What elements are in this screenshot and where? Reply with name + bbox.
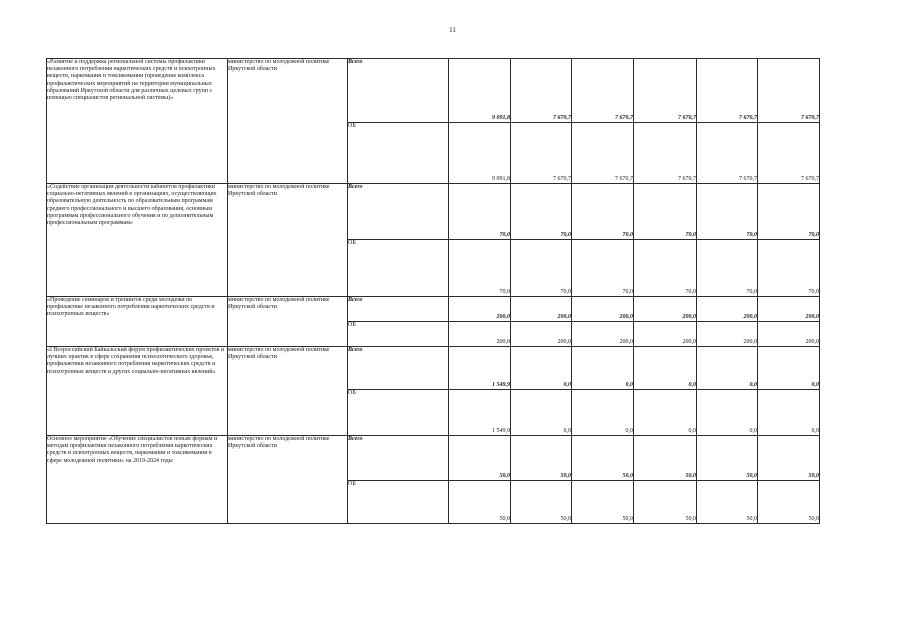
total-value: 50,0 — [511, 436, 572, 481]
measure-description: Основное мероприятие «Обучение специалистов новым формам и методам профилактики незаконного потребления наркотических средств и психотропных веществ, наркомании и токсикомании в сфере молодежной политики» на 2019-2024 годы — [47, 436, 228, 524]
responsible-executor: министерство по молодежной политике Иркутской области — [228, 59, 348, 184]
total-value: 70,0 — [449, 184, 511, 240]
ob-value: 200,0 — [511, 322, 572, 347]
measure-description: «Проведение семинаров и тренингов среди молодежи по профилактике незаконного потребления наркотических средств и психотропных веществ» — [47, 297, 228, 347]
ob-value: 7 670,7 — [572, 123, 634, 184]
ob-value: 0,0 — [634, 390, 697, 436]
funding-source-ob: ОБ — [348, 240, 449, 297]
total-value: 200,0 — [697, 297, 758, 322]
responsible-executor: министерство по молодежной политике Иркутской области — [228, 436, 348, 524]
total-value: 50,0 — [634, 436, 697, 481]
ob-value: 70,0 — [634, 240, 697, 297]
total-value: 7 670,7 — [572, 59, 634, 123]
ob-value: 7 670,7 — [697, 123, 758, 184]
ob-value: 70,0 — [697, 240, 758, 297]
funding-source-total: Всего — [348, 297, 449, 322]
total-value: 200,0 — [758, 297, 820, 322]
table-row-total — [47, 436, 820, 481]
funding-source-ob: ОБ — [348, 322, 449, 347]
total-value: 0,0 — [572, 347, 634, 390]
total-value: 50,0 — [449, 436, 511, 481]
total-value: 7 670,7 — [758, 59, 820, 123]
ob-value: 200,0 — [572, 322, 634, 347]
ob-value: 50,0 — [758, 481, 820, 524]
ob-value: 200,0 — [634, 322, 697, 347]
ob-value: 0,0 — [758, 390, 820, 436]
ob-value: 50,0 — [449, 481, 511, 524]
ob-value: 7 670,7 — [634, 123, 697, 184]
total-value: 7 670,7 — [697, 59, 758, 123]
total-value: 0,0 — [634, 347, 697, 390]
ob-value: 200,0 — [449, 322, 511, 347]
ob-value: 7 670,7 — [758, 123, 820, 184]
responsible-executor: министерство по молодежной политике Иркутской области — [228, 347, 348, 436]
total-value: 1 549,9 — [449, 347, 511, 390]
responsible-executor: министерство по молодежной политике Иркутской области — [228, 184, 348, 297]
ob-value: 70,0 — [511, 240, 572, 297]
ob-value: 200,0 — [758, 322, 820, 347]
page-number: 11 — [449, 26, 456, 34]
ob-value: 70,0 — [449, 240, 511, 297]
ob-value: 50,0 — [572, 481, 634, 524]
total-value: 50,0 — [697, 436, 758, 481]
total-value: 70,0 — [697, 184, 758, 240]
measure-description: «Развитие и поддержка региональной системы профилактики незаконного потребления наркотических средств и психотропных веществ, наркомании и токсикомании (проведение комплекса профилактических мероприятий на территории муниципальных образований Иркутской области для различных целевых групп с помощью специалистов региональной системы)» — [47, 59, 228, 184]
total-value: 7 670,7 — [511, 59, 572, 123]
funding-source-total: Всего — [348, 184, 449, 240]
funding-source-total: Всего — [348, 59, 449, 123]
ob-value: 50,0 — [697, 481, 758, 524]
total-value: 0,0 — [511, 347, 572, 390]
total-value: 200,0 — [511, 297, 572, 322]
ob-value: 0,0 — [572, 390, 634, 436]
total-value: 70,0 — [572, 184, 634, 240]
total-value: 200,0 — [449, 297, 511, 322]
table-row-total — [47, 184, 820, 240]
total-value: 50,0 — [572, 436, 634, 481]
total-value: 70,0 — [511, 184, 572, 240]
total-value: 70,0 — [758, 184, 820, 240]
table-row-total — [47, 297, 820, 322]
funding-source-ob: ОБ — [348, 390, 449, 436]
total-value: 70,0 — [634, 184, 697, 240]
funding-source-total: Всего — [348, 347, 449, 390]
table-row-total — [47, 59, 820, 123]
ob-value: 70,0 — [758, 240, 820, 297]
total-value: 0,0 — [697, 347, 758, 390]
budget-table — [46, 58, 820, 524]
total-value: 9 091,8 — [449, 59, 511, 123]
ob-value: 9 091,8 — [449, 123, 511, 184]
ob-value: 0,0 — [511, 390, 572, 436]
total-value: 200,0 — [572, 297, 634, 322]
funding-source-ob: ОБ — [348, 123, 449, 184]
total-value: 200,0 — [634, 297, 697, 322]
ob-value: 7 670,7 — [511, 123, 572, 184]
funding-source-ob: ОБ — [348, 481, 449, 524]
total-value: 7 670,7 — [634, 59, 697, 123]
ob-value: 200,0 — [697, 322, 758, 347]
ob-value: 50,0 — [634, 481, 697, 524]
ob-value: 50,0 — [511, 481, 572, 524]
ob-value: 0,0 — [697, 390, 758, 436]
funding-source-total: Всего — [348, 436, 449, 481]
total-value: 50,0 — [758, 436, 820, 481]
total-value: 0,0 — [758, 347, 820, 390]
measure-description: «I Всероссийский Байкальский форум профилактических проектов и лучших практик в сфере сохранения психологического здоровья, профилактики незаконного потребления наркотических средств и психотропных веществ и других социально-негативных явлений» — [47, 347, 228, 436]
ob-value: 1 549,9 — [449, 390, 511, 436]
table-row-total — [47, 347, 820, 390]
responsible-executor: министерство по молодежной политике Иркутской области — [228, 297, 348, 347]
measure-description: «Содействие организации деятельности кабинетов профилактики социально-негативных явлений в организациях, осуществляющих образовательную деятельность по образовательным программам среднего профессионального и высшего образования, основным программам профессионального обучения и по дополнительным профессиональным программам» — [47, 184, 228, 297]
ob-value: 70,0 — [572, 240, 634, 297]
